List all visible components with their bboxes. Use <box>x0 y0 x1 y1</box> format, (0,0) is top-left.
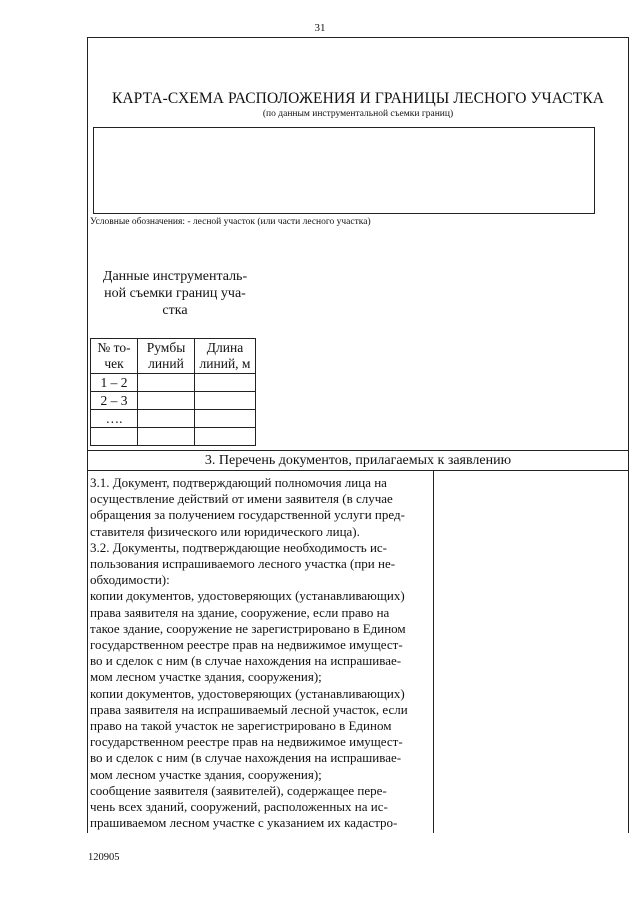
survey-table <box>90 338 256 446</box>
column-header-line: линий, м <box>199 356 251 371</box>
table-row <box>91 392 256 410</box>
map-drawing-area <box>93 127 595 214</box>
table-cell <box>91 428 138 446</box>
documents-line: 3.1. Документ, подтверждающий полномочия лица на <box>90 475 387 490</box>
documents-line: осуществление действий от имени заявителя (в случае <box>90 491 393 507</box>
table-cell <box>138 392 195 410</box>
column-header-line: № то- <box>97 340 131 355</box>
document-code: 120905 <box>88 852 120 863</box>
documents-line: во и сделок с ним (в случае нахождения на испрашивае- <box>90 653 402 669</box>
section-title: 3. Перечень документов, прилагаемых к заявлению <box>87 450 629 471</box>
table-cell <box>138 428 195 446</box>
documents-line: обходимости): <box>90 572 170 588</box>
documents-line: прашиваемом лесном участке с указанием их кадастро- <box>90 815 398 831</box>
table-cell: 1 – 2 <box>91 374 138 392</box>
documents-line: государственном реестре прав на недвижимое имущест- <box>90 637 403 653</box>
survey-heading-line: Данные инструменталь- <box>102 269 248 284</box>
documents-line: ставителя физического или юридического лица). <box>90 523 360 539</box>
column-header-line: Длина <box>206 340 244 355</box>
table-cell <box>195 374 256 392</box>
documents-line: права заявителя на испрашиваемый лесной участок, если <box>90 701 408 717</box>
column-header-line: линий <box>148 356 184 371</box>
documents-line: копии документов, удостоверяющих (устанавливающих) <box>90 588 405 604</box>
map-legend: Условные обозначения: - лесной участок (или части лесного участка) <box>90 217 371 227</box>
documents-line: обращения за получением государственной услуги пред- <box>90 507 405 523</box>
documents-line: такое здание, сооружение не зарегистрировано в Едином <box>90 620 406 636</box>
documents-line: сообщение заявителя (заявителей), содержащее пере- <box>90 782 387 798</box>
documents-line: 3.2. Документы, подтверждающие необходимость ис- <box>90 539 388 555</box>
table-row <box>91 410 256 428</box>
survey-heading-line: стка <box>162 303 188 318</box>
documents-line: пользования испрашиваемого лесного участка (при не- <box>90 556 396 572</box>
survey-table-header <box>91 339 256 374</box>
documents-line: копии документов, удостоверяющих (устанавливающих) <box>90 685 405 701</box>
column-header-points <box>91 339 138 374</box>
column-header-length <box>195 339 256 374</box>
documents-line: мом лесном участке здания, сооружения); <box>90 766 322 782</box>
table-cell: 2 – 3 <box>91 392 138 410</box>
table-cell <box>138 410 195 428</box>
page-number: 31 <box>314 22 326 34</box>
documents-list <box>87 471 434 833</box>
documents-line: во и сделок с ним (в случае нахождения на испрашивае- <box>90 750 402 766</box>
map-subtitle: (по данным инструментальной съемки границ) <box>262 109 454 119</box>
survey-heading <box>93 268 257 319</box>
survey-heading-line: ной съемки границ уча- <box>104 286 246 301</box>
documents-line: право на такой участок не зарегистрировано в Едином <box>90 718 392 734</box>
column-header-line: Румбы <box>146 340 186 355</box>
table-row <box>91 428 256 446</box>
documents-line: государственном реестре прав на недвижимое имущест- <box>90 734 403 750</box>
table-cell: …. <box>91 410 138 428</box>
table-row <box>91 374 256 392</box>
column-header-line: чек <box>104 356 124 371</box>
documents-line: права заявителя на здание, сооружение, если право на <box>90 604 390 620</box>
column-header-bearings <box>138 339 195 374</box>
table-cell <box>195 410 256 428</box>
documents-line: чень всех зданий, сооружений, расположенных на ис- <box>90 799 388 815</box>
table-cell <box>195 428 256 446</box>
map-title: КАРТА-СХЕМА РАСПОЛОЖЕНИЯ И ГРАНИЦЫ ЛЕСНОГО УЧАСТКА <box>111 90 605 107</box>
table-cell <box>195 392 256 410</box>
table-cell <box>138 374 195 392</box>
documents-line: мом лесном участке здания, сооружения); <box>90 669 322 685</box>
